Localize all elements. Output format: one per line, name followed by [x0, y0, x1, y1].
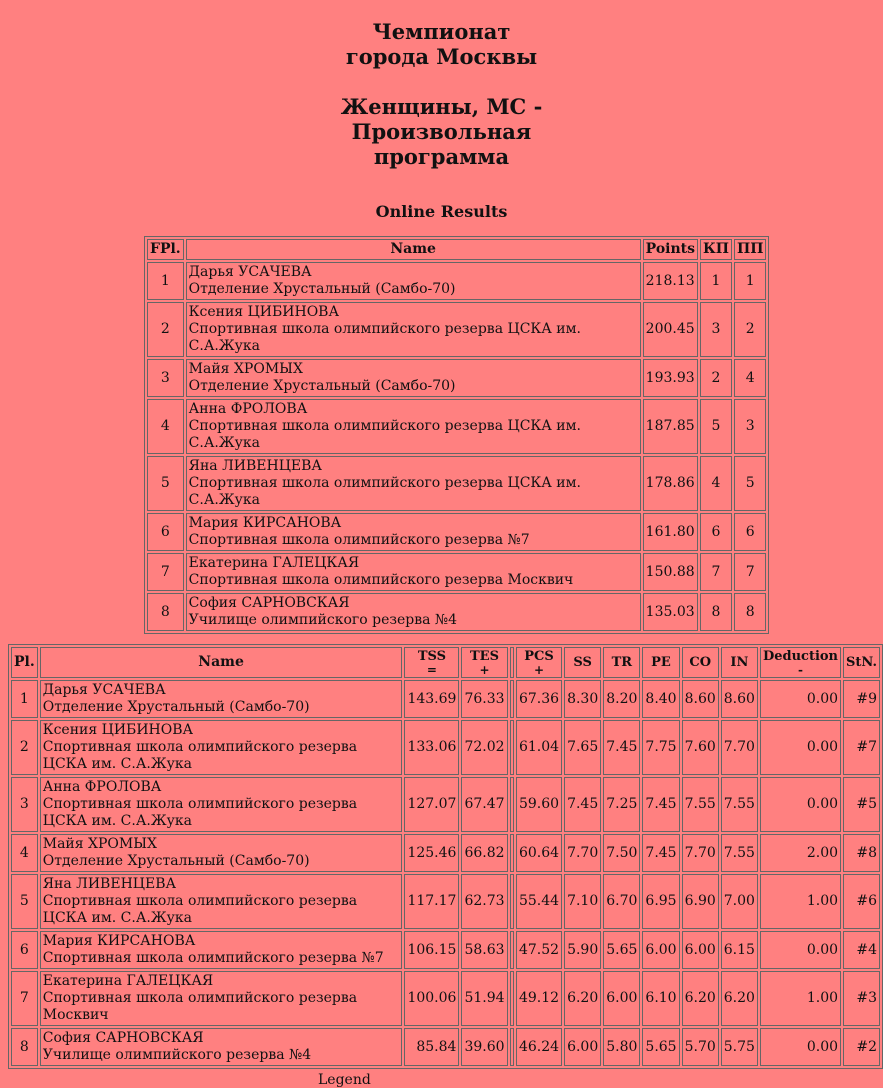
skater-name: Дарья УСАЧЕВА — [42, 682, 166, 698]
club-name: Училище олимпийского резерва №4 — [42, 1047, 312, 1063]
place-cell: 1 — [11, 680, 38, 718]
table-row — [147, 593, 766, 631]
tr-cell: 6.70 — [603, 874, 640, 929]
name-cell — [186, 399, 641, 454]
points-cell: 135.03 — [643, 593, 698, 631]
pcs-cell: 47.52 — [516, 931, 562, 969]
name-cell — [40, 1028, 403, 1066]
pcs-cell: 55.44 — [516, 874, 562, 929]
column-gap — [510, 720, 514, 775]
tr-cell: 5.65 — [603, 931, 640, 969]
stn-cell: #8 — [843, 834, 880, 872]
tss-cell: 125.46 — [404, 834, 459, 872]
kp-cell: 1 — [700, 262, 732, 300]
club-name: Спортивная школа олимпийского резерва №7 — [42, 950, 384, 966]
name-cell — [40, 874, 403, 929]
club-name: Отделение Хрустальный (Самбо-70) — [188, 378, 456, 394]
club-name: Спортивная школа олимпийского резерва №7 — [188, 532, 530, 548]
kp-cell: 5 — [700, 399, 732, 454]
co-cell: 7.70 — [682, 834, 719, 872]
name-cell — [186, 456, 641, 511]
tes-cell: 58.63 — [461, 931, 507, 969]
skater-name: Дарья УСАЧЕВА — [188, 264, 312, 280]
pp-cell: 6 — [734, 513, 766, 551]
pcs-cell: 67.36 — [516, 680, 562, 718]
header-tr: TR — [603, 647, 640, 678]
name-cell — [40, 931, 403, 969]
ss-cell: 6.20 — [564, 971, 601, 1026]
pp-cell: 3 — [734, 399, 766, 454]
tes-cell: 39.60 — [461, 1028, 507, 1066]
pe-cell: 6.00 — [642, 931, 679, 969]
pcs-cell: 49.12 — [516, 971, 562, 1026]
tes-cell: 62.73 — [461, 874, 507, 929]
pe-cell: 7.75 — [642, 720, 679, 775]
header-name: Name — [186, 239, 641, 260]
place-cell: 4 — [147, 399, 184, 454]
pp-cell: 1 — [734, 262, 766, 300]
co-cell: 7.55 — [682, 777, 719, 832]
table-row — [11, 1028, 880, 1066]
co-cell: 8.60 — [682, 680, 719, 718]
skater-name: Анна ФРОЛОВА — [188, 401, 308, 417]
in-cell: 6.15 — [721, 931, 758, 969]
table-row — [147, 553, 766, 591]
competition-title: Чемпионат города Москвы — [345, 19, 538, 69]
points-cell: 161.80 — [643, 513, 698, 551]
skater-name: Яна ЛИВЕНЦЕВА — [42, 876, 177, 892]
kp-cell: 7 — [700, 553, 732, 591]
column-gap — [510, 647, 514, 678]
table-row — [11, 680, 880, 718]
pp-cell: 4 — [734, 359, 766, 397]
kp-cell: 4 — [700, 456, 732, 511]
pcs-cell: 61.04 — [516, 720, 562, 775]
skater-name: София САРНОВСКАЯ — [188, 595, 350, 611]
name-cell — [40, 834, 403, 872]
ss-cell: 8.30 — [564, 680, 601, 718]
ded-cell: 1.00 — [760, 874, 841, 929]
free-skating-results-table — [8, 644, 883, 1069]
pp-cell: 5 — [734, 456, 766, 511]
stn-cell: #3 — [843, 971, 880, 1026]
pp-cell: 8 — [734, 593, 766, 631]
club-name: Спортивная школа олимпийского резерва ЦСКА им. С.А.Жука — [42, 796, 358, 829]
table-row — [147, 359, 766, 397]
tr-cell: 7.50 — [603, 834, 640, 872]
in-cell: 6.20 — [721, 971, 758, 1026]
ss-cell: 7.65 — [564, 720, 601, 775]
final-standings-table — [144, 236, 769, 634]
in-cell: 7.70 — [721, 720, 758, 775]
club-name: Спортивная школа олимпийского резерва ЦСКА им. С.А.Жука — [42, 893, 358, 926]
tss-cell: 100.06 — [404, 971, 459, 1026]
name-cell — [40, 680, 403, 718]
tss-cell: 85.84 — [404, 1028, 459, 1066]
header-pl: Pl. — [11, 647, 38, 678]
tss-cell: 106.15 — [404, 931, 459, 969]
kp-cell: 2 — [700, 359, 732, 397]
tes-cell: 76.33 — [461, 680, 507, 718]
header-name: Name — [40, 647, 403, 678]
header-stn: StN. — [843, 647, 880, 678]
skater-name: Мария КИРСАНОВА — [188, 515, 342, 531]
online-results-title: Online Results — [375, 202, 508, 221]
club-name: Отделение Хрустальный (Самбо-70) — [188, 281, 456, 297]
stn-cell: #2 — [843, 1028, 880, 1066]
skater-name: Яна ЛИВЕНЦЕВА — [188, 458, 323, 474]
co-cell: 6.00 — [682, 931, 719, 969]
club-name: Спортивная школа олимпийского резерва ЦСКА им. С.А.Жука — [188, 418, 581, 451]
co-cell: 6.90 — [682, 874, 719, 929]
kp-cell: 6 — [700, 513, 732, 551]
co-cell: 5.70 — [682, 1028, 719, 1066]
pp-cell: 7 — [734, 553, 766, 591]
column-gap — [510, 931, 514, 969]
ss-cell: 6.00 — [564, 1028, 601, 1066]
pcs-cell: 46.24 — [516, 1028, 562, 1066]
skater-name: Ксения ЦИБИНОВА — [188, 304, 340, 320]
place-cell: 6 — [11, 931, 38, 969]
skater-name: Майя ХРОМЫХ — [188, 361, 303, 377]
ss-cell: 5.90 — [564, 931, 601, 969]
points-cell: 178.86 — [643, 456, 698, 511]
ded-cell: 2.00 — [760, 834, 841, 872]
column-gap — [510, 971, 514, 1026]
table-row — [11, 931, 880, 969]
header-tss: TSS = — [404, 647, 459, 678]
ded-cell: 0.00 — [760, 777, 841, 832]
tss-cell: 143.69 — [404, 680, 459, 718]
table-row — [11, 834, 880, 872]
ded-cell: 0.00 — [760, 680, 841, 718]
place-cell: 8 — [147, 593, 184, 631]
header-fpl: FPl. — [147, 239, 184, 260]
club-name: Спортивная школа олимпийского резерва Москвич — [42, 990, 358, 1023]
header-kp: КП — [700, 239, 732, 260]
pe-cell: 6.95 — [642, 874, 679, 929]
points-cell: 193.93 — [643, 359, 698, 397]
place-cell: 7 — [147, 553, 184, 591]
table-header-row — [11, 647, 880, 678]
place-cell: 4 — [11, 834, 38, 872]
pe-cell: 5.65 — [642, 1028, 679, 1066]
tss-cell: 127.07 — [404, 777, 459, 832]
stn-cell: #6 — [843, 874, 880, 929]
club-name: Спортивная школа олимпийского резерва Москвич — [188, 572, 574, 588]
table-header-row — [147, 239, 766, 260]
name-cell — [40, 720, 403, 775]
pe-cell: 7.45 — [642, 834, 679, 872]
place-cell: 7 — [11, 971, 38, 1026]
ded-cell: 0.00 — [760, 1028, 841, 1066]
column-gap — [510, 834, 514, 872]
header-pp: ПП — [734, 239, 766, 260]
skater-name: Ксения ЦИБИНОВА — [42, 722, 194, 738]
skater-name: Екатерина ГАЛЕЦКАЯ — [42, 973, 214, 989]
tr-cell: 5.80 — [603, 1028, 640, 1066]
name-cell — [186, 359, 641, 397]
header-pe: PE — [642, 647, 679, 678]
column-gap — [510, 680, 514, 718]
header-in: IN — [721, 647, 758, 678]
table-row — [147, 302, 766, 357]
co-cell: 6.20 — [682, 971, 719, 1026]
skater-name: София САРНОВСКАЯ — [42, 1030, 204, 1046]
tes-cell: 66.82 — [461, 834, 507, 872]
place-cell: 8 — [11, 1028, 38, 1066]
tes-cell: 51.94 — [461, 971, 507, 1026]
kp-cell: 8 — [700, 593, 732, 631]
pcs-cell: 60.64 — [516, 834, 562, 872]
place-cell: 5 — [11, 874, 38, 929]
in-cell: 7.55 — [721, 777, 758, 832]
column-gap — [510, 1028, 514, 1066]
place-cell: 6 — [147, 513, 184, 551]
header-pcs: PCS + — [516, 647, 562, 678]
tr-cell: 7.45 — [603, 720, 640, 775]
table-row — [147, 513, 766, 551]
legend-link[interactable]: Legend — [318, 1072, 371, 1088]
header-co: CO — [682, 647, 719, 678]
club-name: Отделение Хрустальный (Самбо-70) — [42, 853, 310, 869]
name-cell — [186, 302, 641, 357]
place-cell: 2 — [147, 302, 184, 357]
place-cell: 5 — [147, 456, 184, 511]
table-row — [147, 456, 766, 511]
co-cell: 7.60 — [682, 720, 719, 775]
skater-name: Екатерина ГАЛЕЦКАЯ — [188, 555, 360, 571]
table-row — [11, 720, 880, 775]
column-gap — [510, 777, 514, 832]
club-name: Училище олимпийского резерва №4 — [188, 612, 458, 628]
stn-cell: #4 — [843, 931, 880, 969]
category-title: Женщины, МС - Произвольная программа — [340, 94, 543, 169]
in-cell: 8.60 — [721, 680, 758, 718]
points-cell: 200.45 — [643, 302, 698, 357]
place-cell: 1 — [147, 262, 184, 300]
tes-cell: 72.02 — [461, 720, 507, 775]
ss-cell: 7.70 — [564, 834, 601, 872]
pcs-cell: 59.60 — [516, 777, 562, 832]
name-cell — [40, 777, 403, 832]
header-tes: TES + — [461, 647, 507, 678]
in-cell: 7.55 — [721, 834, 758, 872]
header-ss: SS — [564, 647, 601, 678]
points-cell: 150.88 — [643, 553, 698, 591]
place-cell: 3 — [11, 777, 38, 832]
pp-cell: 2 — [734, 302, 766, 357]
tss-cell: 117.17 — [404, 874, 459, 929]
in-cell: 5.75 — [721, 1028, 758, 1066]
club-name: Спортивная школа олимпийского резерва ЦСКА им. С.А.Жука — [42, 739, 358, 772]
ded-cell: 1.00 — [760, 971, 841, 1026]
points-cell: 218.13 — [643, 262, 698, 300]
skater-name: Анна ФРОЛОВА — [42, 779, 162, 795]
skater-name: Майя ХРОМЫХ — [42, 836, 157, 852]
name-cell — [186, 513, 641, 551]
in-cell: 7.00 — [721, 874, 758, 929]
pe-cell: 8.40 — [642, 680, 679, 718]
name-cell — [40, 971, 403, 1026]
name-cell — [186, 553, 641, 591]
header-deduction: Deduction - — [760, 647, 841, 678]
tes-cell: 67.47 — [461, 777, 507, 832]
club-name: Спортивная школа олимпийского резерва ЦСКА им. С.А.Жука — [188, 475, 581, 508]
place-cell: 2 — [11, 720, 38, 775]
header-points: Points — [643, 239, 698, 260]
tr-cell: 6.00 — [603, 971, 640, 1026]
page-header — [0, 0, 883, 222]
stn-cell: #7 — [843, 720, 880, 775]
name-cell — [186, 593, 641, 631]
stn-cell: #5 — [843, 777, 880, 832]
table-row — [147, 399, 766, 454]
stn-cell: #9 — [843, 680, 880, 718]
pe-cell: 7.45 — [642, 777, 679, 832]
tr-cell: 8.20 — [603, 680, 640, 718]
ss-cell: 7.10 — [564, 874, 601, 929]
table-row — [11, 874, 880, 929]
kp-cell: 3 — [700, 302, 732, 357]
place-cell: 3 — [147, 359, 184, 397]
skater-name: Мария КИРСАНОВА — [42, 933, 196, 949]
club-name: Спортивная школа олимпийского резерва ЦСКА им. С.А.Жука — [188, 321, 581, 354]
ss-cell: 7.45 — [564, 777, 601, 832]
pe-cell: 6.10 — [642, 971, 679, 1026]
ded-cell: 0.00 — [760, 931, 841, 969]
column-gap — [510, 874, 514, 929]
ded-cell: 0.00 — [760, 720, 841, 775]
table-row — [147, 262, 766, 300]
club-name: Отделение Хрустальный (Самбо-70) — [42, 699, 310, 715]
tr-cell: 7.25 — [603, 777, 640, 832]
tss-cell: 133.06 — [404, 720, 459, 775]
table-row — [11, 971, 880, 1026]
points-cell: 187.85 — [643, 399, 698, 454]
table-row — [11, 777, 880, 832]
name-cell — [186, 262, 641, 300]
